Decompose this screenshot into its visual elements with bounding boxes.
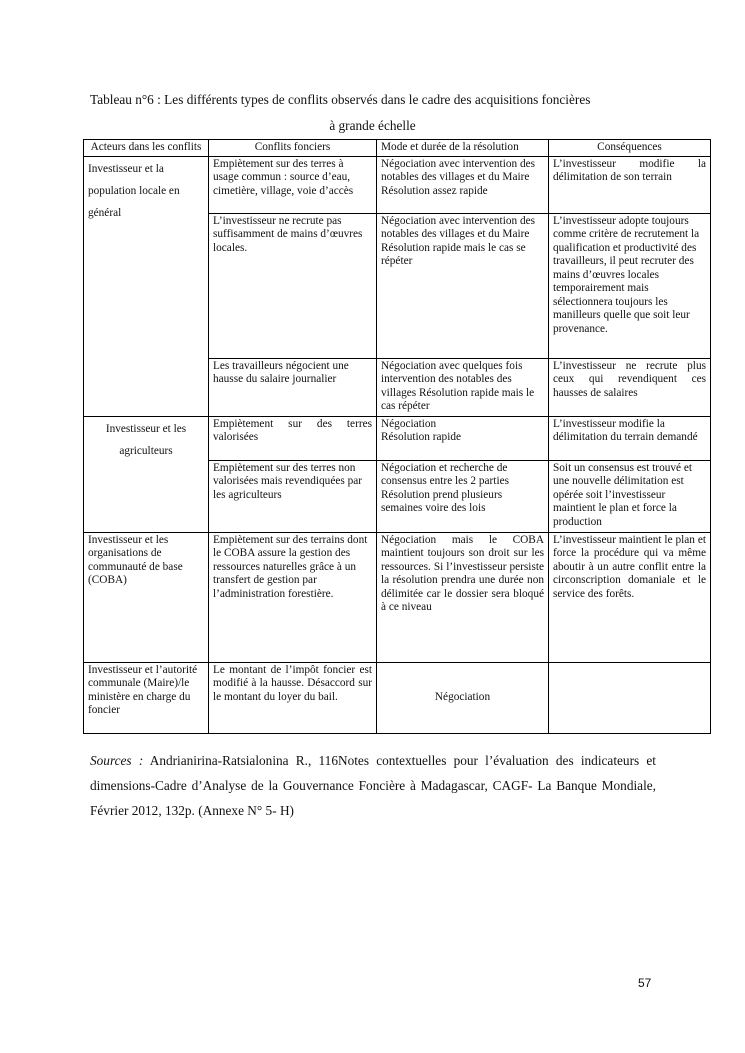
actor-cell-agriculteurs <box>84 416 209 532</box>
resolution-cell: Négociation avec intervention des notables des villages et du Maire Résolution rapide mais le cas se répéter <box>377 213 549 358</box>
actor-line: Investisseur et les <box>105 422 187 435</box>
consequence-cell: L’investisseur modifie la délimitation de son terrain <box>549 156 711 213</box>
sources-note <box>90 748 656 823</box>
conflicts-table <box>83 139 711 734</box>
resolution-cell: Négociation avec quelques fois intervention des notables des villages Résolution rapide mais le cas répéter <box>377 358 549 416</box>
conflict-cell: Empiètement sur des terrains dont le COBA assure la gestion des ressources naturelles grâce à un transfert de gestion par l’administration forestière. <box>209 532 377 662</box>
actor-cell-population <box>84 156 209 416</box>
header-conflicts: Conflits fonciers <box>209 140 377 157</box>
conflict-cell: Empiètement sur des terres non valorisées mais revendiquées par les agriculteurs <box>209 460 377 532</box>
actor-line: population locale en <box>88 184 180 197</box>
table-title-line2: à grande échelle <box>329 118 416 133</box>
resolution-cell: Négociation mais le COBA maintient toujours son droit sur les ressources. Si l’investisseur persiste la résolution prendra une durée non délimitée car le dossier sera bloqué à ce niveau <box>377 532 549 662</box>
actor-line: Investisseur et les <box>88 533 169 546</box>
resolution-cell: Négociation et recherche de consensus entre les 2 parties Résolution prend plusieurs semaines voire des lois <box>377 460 549 532</box>
table-header-row <box>84 140 711 157</box>
resolution-cell <box>377 416 549 460</box>
conflict-cell: Les travailleurs négocient une hausse du salaire journalier <box>209 358 377 416</box>
consequence-cell: L’investisseur ne recrute plus ceux qui revendiquent ces hausses de salaires <box>549 358 711 416</box>
header-resolution: Mode et durée de la résolution <box>377 140 549 157</box>
conflict-cell: Empiètement sur des terres à usage commun : source d’eau, cimetière, village, voie d’accès <box>209 156 377 213</box>
conflict-cell: Le montant de l’impôt foncier est modifié à la hausse. Désaccord sur le montant du loyer du bail. <box>209 662 377 733</box>
header-actors: Acteurs dans les conflits <box>84 140 209 157</box>
conflict-cell: Empiètement sur des terres valorisées <box>209 416 377 460</box>
actor-line: agriculteurs <box>119 444 173 457</box>
actor-line: communauté de base <box>88 560 183 573</box>
page-number: 57 <box>638 976 652 990</box>
conflict-cell: L’investisseur ne recrute pas suffisamment de mains d’œuvres locales. <box>209 213 377 358</box>
table-row <box>84 532 711 662</box>
actor-line: (COBA) <box>88 574 127 586</box>
resolution-line: Négociation <box>381 417 437 430</box>
sources-text: Andrianirina-Ratsialonina R., 116Notes contextuelles pour l’évaluation des indicateurs et dimensions-Cadre d’Analyse de la Gouvernance Foncière à Madagascar, CAGF- La Banque Mondiale, Février 2012, 132p. (Annexe N° 5- H) <box>90 753 656 818</box>
table-row <box>84 156 711 213</box>
sources-label: Sources : <box>90 753 144 768</box>
actor-cell-coba <box>84 532 209 662</box>
header-consequences: Conséquences <box>549 140 711 157</box>
resolution-cell: Négociation avec intervention des notables des villages et du Maire Résolution assez rapide <box>377 156 549 213</box>
consequence-cell: L’investisseur maintient le plan et force la procédure qui va même aboutir à un autre conflit entre la circonscription domaniale et le service des forêts. <box>549 532 711 662</box>
consequence-cell: L’investisseur modifie la délimitation du terrain demandé <box>549 416 711 460</box>
actor-line: organisations de <box>88 547 162 559</box>
table-title-line1: Tableau n°6 : Les différents types de conflits observés dans le cadre des acquisitions foncières <box>90 92 591 107</box>
actor-cell-commune: Investisseur et l’autorité communale (Maire)/le ministère en charge du foncier <box>84 662 209 733</box>
resolution-cell: Négociation <box>377 662 549 733</box>
actor-line: Investisseur et la <box>88 162 164 175</box>
consequence-cell: Soit un consensus est trouvé et une nouvelle délimitation est opérée soit l’investisseur maintient le plan et force la production <box>549 460 711 532</box>
table-row <box>84 662 711 733</box>
table-row <box>84 416 711 460</box>
actor-line: général <box>88 206 122 219</box>
consequence-cell <box>549 662 711 733</box>
consequence-cell: L’investisseur adopte toujours comme critère de recrutement la qualification et productivité des travailleurs, il peut recruter des mains d’œuvres locales temporairement mais sélectionnera toujours les manilleurs quelle que soit leur provenance. <box>549 213 711 358</box>
resolution-line: Résolution rapide <box>381 431 462 443</box>
